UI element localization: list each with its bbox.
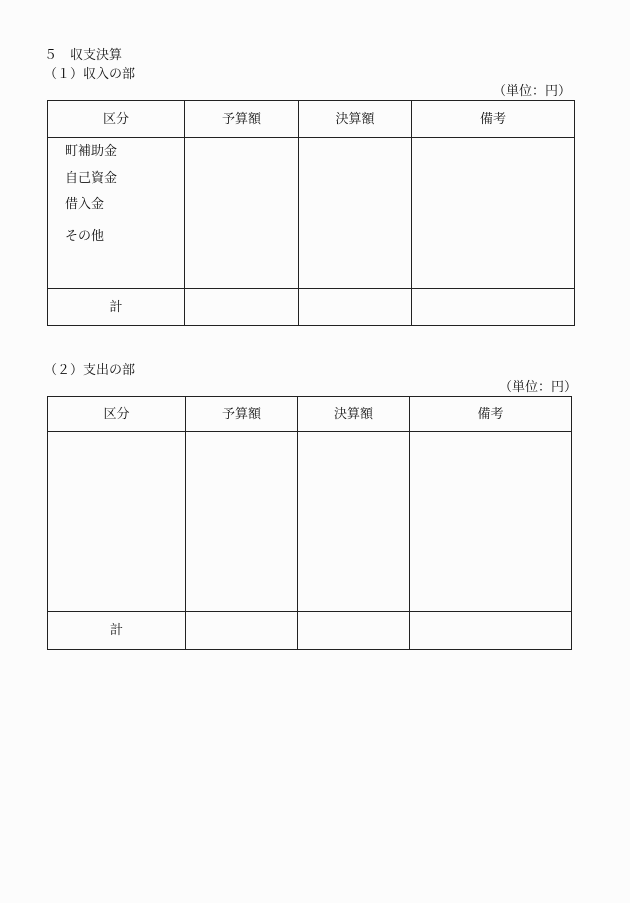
expense-budget-cell[interactable] xyxy=(186,432,298,612)
income-total-label: 計 xyxy=(48,289,185,326)
expense-body-row xyxy=(48,432,572,612)
section-title: ５ 収支決算 xyxy=(44,48,123,63)
expense-header-settlement: 決算額 xyxy=(298,397,410,432)
income-header-remarks: 備考 xyxy=(412,101,575,138)
income-item-other: その他 xyxy=(65,229,105,244)
income-item-own-funds: 自己資金 xyxy=(65,171,118,186)
income-body-row xyxy=(48,138,575,289)
income-header-budget: 予算額 xyxy=(185,101,299,138)
expense-total-row xyxy=(48,612,572,650)
expense-header-row xyxy=(48,397,572,432)
income-title: （１）収入の部 xyxy=(44,67,136,82)
income-category-cell xyxy=(48,138,185,289)
expense-header-category: 区分 xyxy=(48,397,186,432)
income-total-row xyxy=(48,289,575,326)
expense-total-budget-cell[interactable] xyxy=(186,612,298,650)
expense-remarks-cell[interactable] xyxy=(410,432,572,612)
expense-total-label: 計 xyxy=(48,612,186,650)
expense-table xyxy=(47,396,572,650)
income-unit: （単位：円） xyxy=(493,84,572,99)
expense-settlement-cell[interactable] xyxy=(298,432,410,612)
expense-header-budget: 予算額 xyxy=(186,397,298,432)
income-item-loan: 借入金 xyxy=(65,197,105,212)
income-header-settlement: 決算額 xyxy=(299,101,412,138)
income-total-remarks-cell[interactable] xyxy=(412,289,575,326)
income-header-category: 区分 xyxy=(48,101,185,138)
income-item-town-subsidy: 町補助金 xyxy=(65,144,118,159)
expense-header-remarks: 備考 xyxy=(410,397,572,432)
income-settlement-cell[interactable] xyxy=(299,138,412,289)
income-remarks-cell[interactable] xyxy=(412,138,575,289)
expense-total-remarks-cell[interactable] xyxy=(410,612,572,650)
income-budget-cell[interactable] xyxy=(185,138,299,289)
expense-total-settlement-cell[interactable] xyxy=(298,612,410,650)
income-total-budget-cell[interactable] xyxy=(185,289,299,326)
income-header-row xyxy=(48,101,575,138)
income-table xyxy=(47,100,575,326)
income-total-settlement-cell[interactable] xyxy=(299,289,412,326)
expense-title: （２）支出の部 xyxy=(44,363,136,378)
expense-unit: （単位：円） xyxy=(499,380,578,395)
expense-category-cell[interactable] xyxy=(48,432,186,612)
